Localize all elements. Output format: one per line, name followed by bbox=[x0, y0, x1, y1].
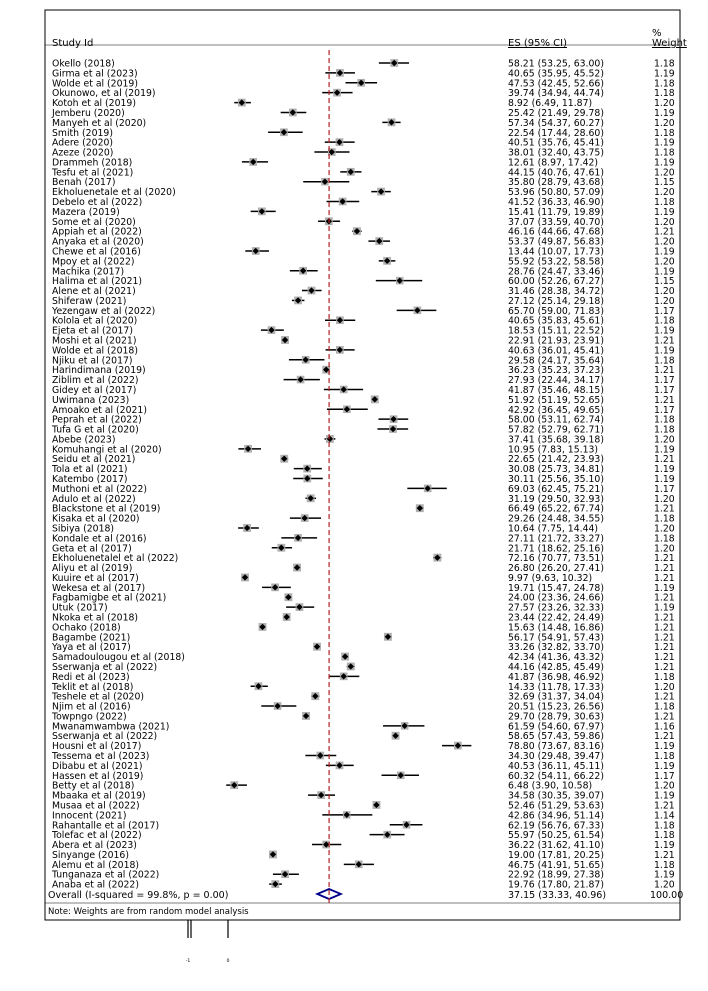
effect-size-ci: 34.58 (30.35, 39.07) bbox=[508, 790, 604, 802]
header-weight: Weight bbox=[652, 38, 687, 49]
weights-note: Note: Weights are from random model analysis bbox=[48, 907, 249, 917]
study-label: Muthoni et al (2022) bbox=[52, 483, 148, 495]
effect-size-ci: 66.49 (65.22, 67.74) bbox=[508, 503, 604, 515]
study-weight: 1.20 bbox=[654, 493, 675, 505]
study-weight: 1.19 bbox=[654, 840, 675, 852]
effect-size-ci: 15.41 (11.79, 19.89) bbox=[508, 206, 604, 218]
study-weight: 1.21 bbox=[654, 632, 675, 644]
study-label: Blackstone et al (2019) bbox=[52, 503, 161, 515]
effect-size-ci: 14.33 (11.78, 17.33) bbox=[508, 681, 604, 693]
study-label: Chewe et al (2016) bbox=[52, 246, 141, 258]
effect-size-ci: 32.69 (31.37, 34.04) bbox=[508, 691, 604, 703]
study-label: Kotoh et al (2019) bbox=[52, 98, 136, 110]
effect-size-ci: 35.80 (28.79, 43.68) bbox=[508, 177, 604, 189]
study-weight: 1.19 bbox=[654, 246, 675, 258]
effect-size-ci: 21.71 (18.62, 25.16) bbox=[508, 543, 604, 555]
effect-size-ci: 6.48 (3.90, 10.58) bbox=[508, 780, 593, 792]
study-label: Abebe (2023) bbox=[52, 434, 116, 446]
study-label: Sserwanja et al (2022) bbox=[52, 661, 158, 673]
study-weight: 1.20 bbox=[654, 117, 675, 129]
study-weight: 1.19 bbox=[654, 137, 675, 149]
study-weight: 1.21 bbox=[654, 365, 675, 377]
effect-size-ci: 22.91 (21.93, 23.91) bbox=[508, 335, 604, 347]
effect-size-ci: 12.61 (8.97, 17.42) bbox=[508, 157, 599, 169]
study-weight: 1.19 bbox=[654, 206, 675, 218]
study-weight: 1.17 bbox=[654, 483, 675, 495]
study-weight: 1.21 bbox=[654, 661, 675, 673]
study-weight: 1.18 bbox=[654, 820, 675, 832]
study-weight: 1.16 bbox=[654, 721, 675, 733]
effect-size-ci: 57.34 (54.37, 60.27) bbox=[508, 117, 604, 129]
effect-size-ci: 20.51 (15.23, 26.56) bbox=[508, 701, 604, 713]
study-label: Wolde et al (2018) bbox=[52, 345, 138, 357]
effect-size-ci: 65.70 (59.00, 71.83) bbox=[508, 305, 604, 317]
effect-size-ci: 42.92 (36.45, 49.65) bbox=[508, 404, 604, 416]
effect-size-ci: 60.32 (54.11, 66.22) bbox=[508, 770, 604, 782]
study-weight: 1.19 bbox=[654, 474, 675, 485]
effect-size-ci: 72.16 (70.77, 73.51) bbox=[508, 553, 604, 565]
study-label: Some et al (2020) bbox=[52, 216, 136, 228]
study-label: Housni et al (2017) bbox=[52, 741, 142, 753]
study-label: Utuk (2017) bbox=[52, 602, 108, 614]
study-weight: 1.15 bbox=[654, 177, 675, 189]
effect-size-ci: 27.57 (23.26, 32.33) bbox=[508, 602, 604, 614]
x-axis-tick-label: -1 bbox=[185, 959, 191, 964]
study-label: Alene et al (2021) bbox=[52, 286, 136, 298]
study-label: Tessema et al (2023) bbox=[52, 751, 150, 762]
study-label: Okello (2018) bbox=[52, 58, 115, 70]
study-label: Aliyu et al (2019) bbox=[52, 563, 133, 575]
study-label: Anyaka et al (2020) bbox=[52, 236, 144, 248]
effect-size-ci: 44.16 (42.85, 45.49) bbox=[508, 661, 604, 673]
study-weight: 1.18 bbox=[654, 751, 675, 762]
study-weight: 1.20 bbox=[654, 879, 675, 891]
header-study-id: Study Id bbox=[52, 38, 94, 49]
study-label: Katembo (2017) bbox=[52, 474, 128, 485]
effect-size-ci: 46.16 (44.66, 47.68) bbox=[508, 226, 604, 238]
study-label: Jemberu (2020) bbox=[52, 107, 125, 119]
x-axis-tick-label: 0 bbox=[226, 959, 230, 964]
study-weight: 1.20 bbox=[654, 256, 675, 268]
study-weight: 1.20 bbox=[654, 187, 675, 199]
study-weight: 1.21 bbox=[654, 731, 675, 743]
study-weight: 1.17 bbox=[654, 384, 675, 396]
effect-size-ci: 15.63 (14.48, 16.86) bbox=[508, 622, 604, 634]
effect-size-ci: 39.74 (34.94, 44.74) bbox=[508, 88, 604, 100]
study-label: Azeze (2020) bbox=[52, 147, 114, 159]
effect-size-ci: 47.53 (42.45, 52.66) bbox=[508, 78, 604, 90]
study-weight: 1.20 bbox=[654, 286, 675, 298]
study-label: Fagbamigbe et al (2021) bbox=[52, 592, 167, 604]
study-label: Sinyange (2016) bbox=[52, 849, 129, 861]
study-weight: 1.21 bbox=[654, 612, 675, 624]
effect-size-ci: 27.93 (22.44, 34.17) bbox=[508, 375, 604, 387]
study-weight: 1.18 bbox=[654, 147, 675, 159]
study-weight: 1.17 bbox=[654, 404, 675, 416]
study-weight: 1.18 bbox=[654, 88, 675, 100]
study-label: Drammeh (2018) bbox=[52, 157, 133, 169]
effect-size-ci: 40.65 (35.95, 45.52) bbox=[508, 68, 604, 80]
study-weight: 1.20 bbox=[654, 216, 675, 228]
study-weight: 1.18 bbox=[654, 197, 675, 208]
effect-size-ci: 36.22 (31.62, 41.10) bbox=[508, 840, 604, 852]
study-weight: 1.19 bbox=[654, 602, 675, 614]
study-weight: 1.21 bbox=[654, 652, 675, 664]
effect-size-ci: 25.42 (21.49, 29.78) bbox=[508, 107, 604, 119]
study-label: Mpoy et al (2022) bbox=[52, 256, 135, 268]
effect-size-ci: 58.65 (57.43, 59.86) bbox=[508, 731, 604, 743]
study-label: Ejeta et al (2017) bbox=[52, 325, 133, 337]
study-label: Tesfu et al (2021) bbox=[52, 167, 134, 179]
study-weight: 1.18 bbox=[654, 671, 675, 683]
effect-size-ci: 36.23 (35.23, 37.23) bbox=[508, 365, 604, 377]
effect-size-ci: 27.11 (21.72, 33.27) bbox=[508, 533, 604, 545]
study-label: Nkoka et al (2018) bbox=[52, 612, 139, 624]
study-label: Sibiya (2018) bbox=[52, 523, 115, 535]
study-label: Adere (2020) bbox=[52, 137, 114, 149]
effect-size-ci: 53.96 (50.80, 57.09) bbox=[508, 187, 604, 199]
study-weight: 1.18 bbox=[654, 424, 675, 436]
study-label: Adulo et al (2022) bbox=[52, 493, 136, 505]
study-label: Tufa G et al (2020) bbox=[52, 424, 139, 436]
study-label: Kuuire et al (2017) bbox=[52, 572, 139, 584]
effect-size-ci: 34.30 (29.48, 39.47) bbox=[508, 751, 604, 762]
study-weight: 1.21 bbox=[654, 849, 675, 861]
study-weight: 1.21 bbox=[654, 226, 675, 238]
study-label: Appiah et al (2022) bbox=[52, 226, 142, 238]
effect-size-ci: 56.17 (54.91, 57.43) bbox=[508, 632, 604, 644]
effect-size-ci: 22.65 (21.42, 23.93) bbox=[508, 454, 604, 466]
study-label: Kondale et al (2016) bbox=[52, 533, 147, 545]
effect-size-ci: 18.53 (15.11, 22.52) bbox=[508, 325, 604, 337]
study-weight: 1.19 bbox=[654, 464, 675, 476]
study-label: Komuhangi et al (2020) bbox=[52, 444, 162, 456]
study-weight: 1.18 bbox=[654, 414, 675, 426]
study-label: Geta et al (2017) bbox=[52, 543, 132, 555]
effect-size-ci: 27.12 (25.14, 29.18) bbox=[508, 295, 604, 307]
study-label: Rahantalle et al (2017) bbox=[52, 820, 160, 832]
effect-size-ci: 42.86 (34.96, 51.14) bbox=[508, 810, 604, 822]
effect-size-ci: 42.34 (41.36, 43.32) bbox=[508, 652, 604, 664]
overall-effect-size-ci: 37.15 (33.33, 40.96) bbox=[508, 890, 607, 901]
effect-size-ci: 38.01 (32.40, 43.75) bbox=[508, 147, 604, 159]
study-label: Teklit et al (2018) bbox=[52, 681, 134, 693]
study-weight: 1.19 bbox=[654, 266, 675, 278]
study-weight: 1.20 bbox=[654, 523, 675, 535]
study-label: Okunowo, et al (2019) bbox=[52, 88, 156, 100]
study-weight: 1.21 bbox=[654, 592, 675, 604]
effect-size-ci: 58.21 (53.25, 63.00) bbox=[508, 58, 604, 70]
study-weight: 1.19 bbox=[654, 790, 675, 802]
effect-size-ci: 40.65 (35.83, 45.61) bbox=[508, 315, 604, 327]
study-weight: 1.19 bbox=[654, 68, 675, 80]
effect-size-ci: 69.03 (62.45, 75.21) bbox=[508, 483, 604, 495]
study-weight: 1.20 bbox=[654, 236, 675, 248]
study-weight: 1.20 bbox=[654, 98, 675, 110]
study-weight: 1.17 bbox=[654, 770, 675, 782]
study-label: Ekholuenetalel et al (2022) bbox=[52, 553, 179, 565]
study-weight: 1.19 bbox=[654, 741, 675, 753]
effect-size-ci: 28.76 (24.47, 33.46) bbox=[508, 266, 604, 278]
study-label: Ekholuenetale et al (2020) bbox=[52, 187, 176, 199]
study-label: Anaba et al (2022) bbox=[52, 879, 139, 891]
study-weight: 1.21 bbox=[654, 394, 675, 406]
effect-size-ci: 46.75 (41.91, 51.65) bbox=[508, 859, 604, 871]
study-label: Ochako (2018) bbox=[52, 622, 121, 634]
header-effect-size: ES (95% CI) bbox=[508, 38, 567, 49]
study-weight: 1.18 bbox=[654, 513, 675, 525]
study-weight: 1.19 bbox=[654, 325, 675, 337]
study-weight: 1.21 bbox=[654, 691, 675, 703]
study-weight: 1.20 bbox=[654, 167, 675, 179]
study-weight: 1.18 bbox=[654, 355, 675, 367]
study-label: Wolde et al (2019) bbox=[52, 78, 138, 90]
study-label: Amoako et al (2021) bbox=[52, 404, 147, 416]
overall-label: Overall (I-squared = 99.8%, p = 0.00) bbox=[48, 890, 229, 901]
study-label: Yaya et al (2017) bbox=[52, 642, 131, 654]
study-label: Halima et al (2021) bbox=[52, 276, 143, 288]
study-label: Samadoulougou et al (2018) bbox=[52, 652, 185, 664]
effect-size-ci: 40.51 (35.76, 45.41) bbox=[508, 137, 604, 149]
study-label: Bagambe (2021) bbox=[52, 632, 131, 644]
effect-size-ci: 52.46 (51.29, 53.63) bbox=[508, 800, 604, 812]
study-weight: 1.14 bbox=[654, 810, 675, 822]
study-label: Redi et al (2023) bbox=[52, 671, 130, 683]
study-label: Moshi et al (2021) bbox=[52, 335, 137, 347]
study-label: Gidey et al (2017) bbox=[52, 384, 137, 396]
study-label: Smith (2019) bbox=[52, 127, 113, 139]
effect-size-ci: 61.59 (54.60, 67.97) bbox=[508, 721, 604, 733]
effect-size-ci: 37.41 (35.68, 39.18) bbox=[508, 434, 604, 446]
study-label: Towpngo (2022) bbox=[52, 711, 127, 723]
study-weight: 1.21 bbox=[654, 800, 675, 812]
study-weight: 1.21 bbox=[654, 711, 675, 723]
study-label: Uwimana (2023) bbox=[52, 394, 130, 406]
study-label: Innocent (2021) bbox=[52, 810, 127, 822]
study-weight: 1.15 bbox=[654, 276, 675, 288]
study-weight: 1.18 bbox=[654, 127, 675, 139]
study-weight: 1.21 bbox=[654, 642, 675, 654]
effect-size-ci: 26.80 (26.20, 27.41) bbox=[508, 563, 604, 575]
effect-size-ci: 33.26 (32.82, 33.70) bbox=[508, 642, 604, 654]
study-label: Wekesa et al (2017) bbox=[52, 582, 146, 594]
study-label: Peprah et al (2022) bbox=[52, 414, 142, 426]
effect-size-ci: 40.63 (36.01, 45.41) bbox=[508, 345, 604, 357]
effect-size-ci: 19.76 (17.80, 21.87) bbox=[508, 879, 604, 891]
study-label: Alemu et al (2018) bbox=[52, 859, 140, 871]
study-label: Kisaka et al (2020) bbox=[52, 513, 140, 525]
header-weight-percent: % bbox=[652, 28, 662, 39]
study-label: Betty et al (2018) bbox=[52, 780, 135, 792]
study-label: Tolefac et al (2022) bbox=[52, 830, 142, 842]
effect-size-ci: 19.00 (17.81, 20.25) bbox=[508, 849, 604, 861]
study-weight: 1.17 bbox=[654, 375, 675, 387]
effect-size-ci: 60.00 (52.26, 67.27) bbox=[508, 276, 604, 288]
effect-size-ci: 44.15 (40.76, 47.61) bbox=[508, 167, 604, 179]
effect-size-ci: 24.00 (23.36, 24.66) bbox=[508, 592, 604, 604]
study-weight: 1.19 bbox=[654, 444, 675, 456]
effect-size-ci: 31.46 (28.38, 34.72) bbox=[508, 286, 604, 298]
effect-size-ci: 29.70 (28.79, 30.63) bbox=[508, 711, 604, 723]
effect-size-ci: 30.08 (25.73, 34.81) bbox=[508, 464, 604, 476]
study-label: Shiferaw (2021) bbox=[52, 295, 127, 307]
study-label: Seidu et al (2021) bbox=[52, 454, 136, 466]
study-label: Benah (2017) bbox=[52, 177, 116, 189]
study-weight: 1.18 bbox=[654, 859, 675, 871]
study-label: Musaa et al (2022) bbox=[52, 800, 140, 812]
effect-size-ci: 22.54 (17.44, 28.60) bbox=[508, 127, 604, 139]
effect-size-ci: 31.19 (29.50, 32.93) bbox=[508, 493, 604, 505]
study-label: Mazera (2019) bbox=[52, 206, 120, 218]
effect-size-ci: 19.71 (15.47, 24.78) bbox=[508, 582, 604, 594]
study-weight: 1.18 bbox=[654, 315, 675, 327]
effect-size-ci: 37.07 (33.59, 40.70) bbox=[508, 216, 604, 228]
study-weight: 1.21 bbox=[654, 622, 675, 634]
effect-size-ci: 41.52 (36.33, 46.90) bbox=[508, 197, 604, 208]
study-label: Abera et al (2023) bbox=[52, 840, 137, 852]
effect-size-ci: 51.92 (51.19, 52.65) bbox=[508, 394, 604, 406]
effect-size-ci: 29.26 (24.48, 34.55) bbox=[508, 513, 604, 525]
overall-weight: 100.00 bbox=[650, 890, 684, 901]
study-weight: 1.18 bbox=[654, 533, 675, 545]
effect-size-ci: 40.53 (36.11, 45.11) bbox=[508, 760, 604, 772]
study-label: Kolola et al (2020) bbox=[52, 315, 138, 327]
study-label: Hassen et al (2019) bbox=[52, 770, 144, 782]
study-weight: 1.21 bbox=[654, 454, 675, 466]
effect-size-ci: 8.92 (6.49, 11.87) bbox=[508, 98, 593, 110]
effect-size-ci: 41.87 (35.46, 48.15) bbox=[508, 384, 604, 396]
effect-size-ci: 22.92 (18.99, 27.38) bbox=[508, 869, 604, 881]
effect-size-ci: 53.37 (49.87, 56.83) bbox=[508, 236, 604, 248]
study-label: Tunganaza et al (2022) bbox=[52, 869, 160, 881]
study-label: Sserwanja et al (2022) bbox=[52, 731, 158, 743]
study-weight: 1.21 bbox=[654, 572, 675, 584]
study-weight: 1.17 bbox=[654, 305, 675, 317]
study-weight: 1.20 bbox=[654, 681, 675, 693]
study-label: Ziblim et al (2022) bbox=[52, 375, 139, 387]
study-label: Debelo et al (2022) bbox=[52, 197, 143, 208]
study-weight: 1.20 bbox=[654, 780, 675, 792]
effect-size-ci: 10.64 (7.75, 14.44) bbox=[508, 523, 599, 535]
effect-size-ci: 9.97 (9.63, 10.32) bbox=[508, 572, 593, 584]
effect-size-ci: 29.58 (24.17, 35.64) bbox=[508, 355, 604, 367]
study-weight: 1.19 bbox=[654, 760, 675, 772]
study-weight: 1.18 bbox=[654, 701, 675, 713]
study-label: Harindimana (2019) bbox=[52, 365, 146, 377]
study-weight: 1.18 bbox=[654, 830, 675, 842]
study-weight: 1.20 bbox=[654, 295, 675, 307]
study-label: Manyeh et al (2020) bbox=[52, 117, 147, 129]
study-label: Yezengaw et al (2022) bbox=[52, 305, 156, 317]
study-weight: 1.19 bbox=[654, 157, 675, 169]
study-weight: 1.19 bbox=[654, 582, 675, 594]
effect-size-ci: 58.00 (53.11, 62.74) bbox=[508, 414, 604, 426]
study-label: Mwanamwambwa (2021) bbox=[52, 721, 170, 733]
study-weight: 1.20 bbox=[654, 543, 675, 555]
study-weight: 1.21 bbox=[654, 563, 675, 575]
study-label: Machika (2017) bbox=[52, 266, 125, 278]
study-weight: 1.18 bbox=[654, 78, 675, 90]
study-label: Njiku et al (2017) bbox=[52, 355, 133, 367]
study-weight: 1.18 bbox=[654, 58, 675, 70]
study-weight: 1.20 bbox=[654, 434, 675, 446]
effect-size-ci: 55.97 (50.25, 61.54) bbox=[508, 830, 604, 842]
effect-size-ci: 78.80 (73.67, 83.16) bbox=[508, 741, 604, 753]
study-weight: 1.19 bbox=[654, 345, 675, 357]
study-label: Mbaaka et al (2019) bbox=[52, 790, 146, 802]
effect-size-ci: 41.87 (36.98, 46.92) bbox=[508, 671, 604, 683]
effect-size-ci: 62.19 (56.76, 67.33) bbox=[508, 820, 604, 832]
study-label: Girma et al (2023) bbox=[52, 68, 138, 80]
effect-size-ci: 57.82 (52.79, 62.71) bbox=[508, 424, 604, 436]
effect-size-ci: 30.11 (25.56, 35.10) bbox=[508, 474, 604, 485]
study-label: Tola et al (2021) bbox=[52, 464, 128, 476]
effect-size-ci: 13.44 (10.07, 17.73) bbox=[508, 246, 604, 258]
study-weight: 1.19 bbox=[654, 869, 675, 881]
effect-size-ci: 23.44 (22.42, 24.49) bbox=[508, 612, 604, 624]
study-label: Dibabu et al (2021) bbox=[52, 760, 143, 772]
study-weight: 1.21 bbox=[654, 503, 675, 515]
study-weight: 1.21 bbox=[654, 335, 675, 347]
study-weight: 1.21 bbox=[654, 553, 675, 565]
study-label: Njim et al (2016) bbox=[52, 701, 131, 713]
effect-size-ci: 55.92 (53.22, 58.58) bbox=[508, 256, 604, 268]
effect-size-ci: 10.95 (7.83, 15.13) bbox=[508, 444, 599, 456]
study-weight: 1.19 bbox=[654, 107, 675, 119]
study-label: Teshele et al (2020) bbox=[52, 691, 145, 703]
